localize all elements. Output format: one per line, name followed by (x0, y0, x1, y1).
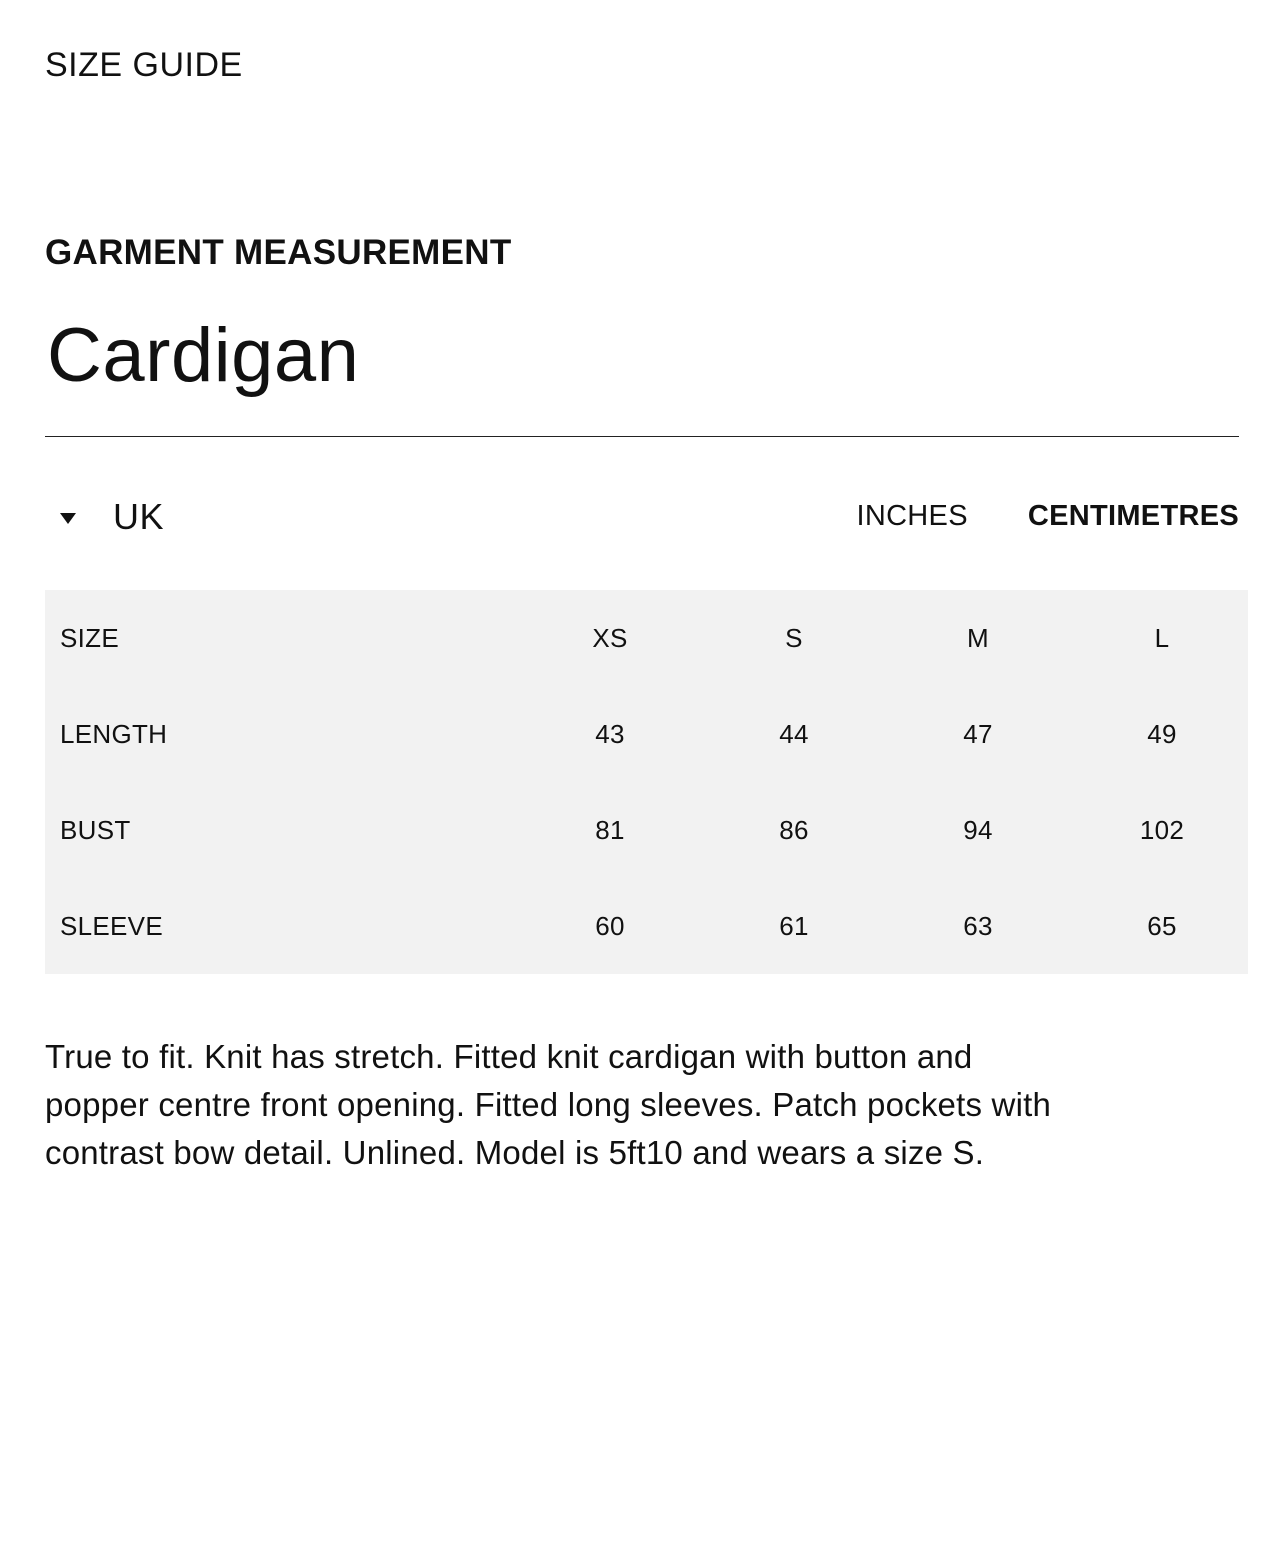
table-cell: 94 (963, 814, 993, 845)
table-header-cell: XS (592, 622, 628, 653)
table-cell: 61 (779, 910, 809, 941)
unit-toggle (856, 500, 1239, 533)
unit-centimetres-option[interactable]: CENTIMETRES (1027, 500, 1239, 532)
table-row-label: BUST (60, 814, 131, 845)
product-description: True to fit. Knit has stretch. Fitted knit cardigan with button and popper centre front opening. Fitted long sleeves. Patch pockets with contrast bow detail. Unlined. Model is 5ft10 and wears a size S. (45, 1038, 1052, 1171)
table-row-label: SLEEVE (60, 910, 163, 941)
table-row (45, 782, 1248, 878)
table-cell: 65 (1147, 910, 1177, 941)
region-dropdown[interactable] (53, 496, 164, 538)
table-header-row (45, 590, 1248, 686)
table-header-cell: L (1154, 622, 1170, 653)
product-name: Cardigan (47, 313, 360, 398)
region-label: UK (113, 496, 165, 537)
table-cell: 86 (779, 814, 809, 845)
page-title: SIZE GUIDE (45, 46, 243, 84)
table-cell: 63 (963, 910, 993, 941)
table-cell: 49 (1147, 718, 1177, 749)
section-heading: GARMENT MEASUREMENT (45, 233, 512, 272)
size-table (45, 590, 1248, 974)
measurement-controls (45, 490, 1239, 546)
table-cell: 47 (963, 718, 993, 749)
table-cell: 60 (595, 910, 625, 941)
table-row (45, 878, 1248, 974)
table-cell: 44 (779, 718, 809, 749)
table-cell: 102 (1139, 814, 1185, 845)
divider (45, 436, 1239, 437)
table-header-cell: S (785, 622, 803, 653)
table-cell: 81 (595, 814, 625, 845)
chevron-down-icon (53, 502, 83, 532)
table-header-label: SIZE (60, 622, 119, 653)
table-row-label: LENGTH (60, 718, 168, 749)
unit-inches-option[interactable]: INCHES (856, 500, 968, 532)
table-header-cell: M (967, 622, 989, 653)
table-cell: 43 (595, 718, 625, 749)
table-row (45, 686, 1248, 782)
